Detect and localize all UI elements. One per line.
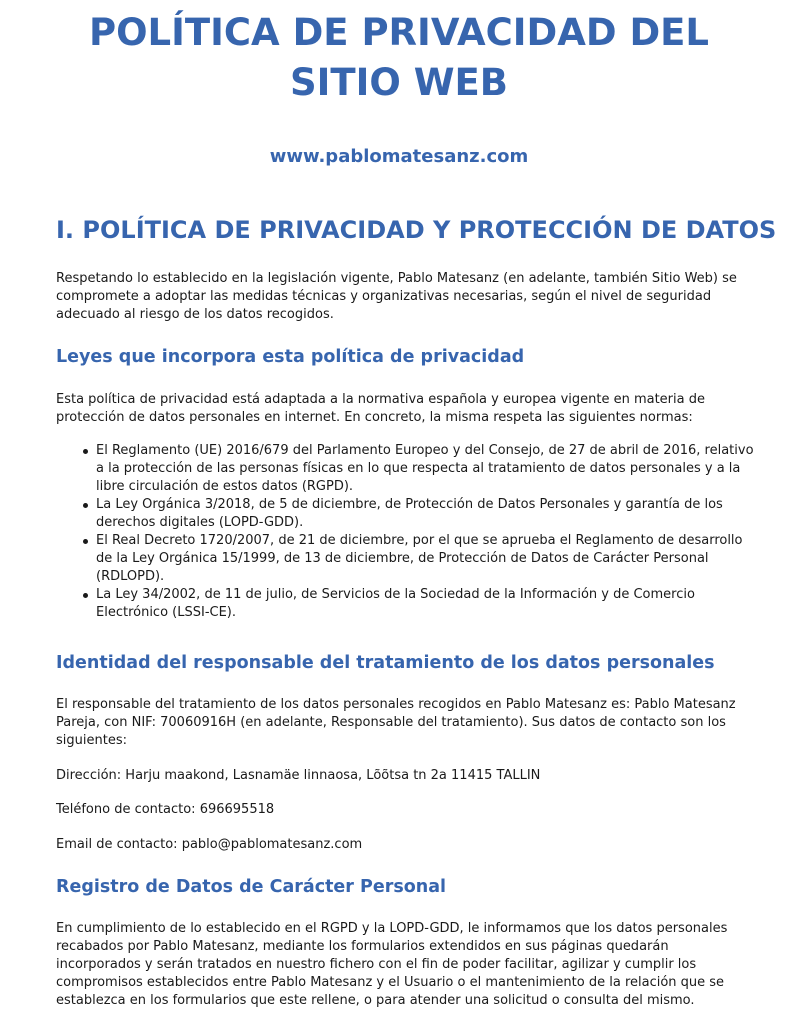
list-item-rdlopd <box>56 532 756 586</box>
list-item-line: libre circulación de estos datos (RGPD). <box>96 479 354 494</box>
list-item-line: derechos digitales (LOPD-GDD). <box>96 515 304 530</box>
document-title-line: SITIO WEB <box>289 61 509 104</box>
paragraph-line: adecuado al riesgo de los datos recogidos. <box>56 307 334 322</box>
section-heading-privacy: I. POLÍTICA DE PRIVACIDAD Y PROTECCIÓN DE DATOS <box>56 216 777 244</box>
list-item-line: a la protección de las personas físicas en lo que respecta al tratamiento de datos personales y a la <box>96 461 741 476</box>
bullet-icon <box>83 539 88 544</box>
document-title-line: POLÍTICA DE PRIVACIDAD DEL <box>88 11 710 54</box>
list-item-lopd-gdd <box>56 496 756 532</box>
controller-phone: Teléfono de contacto: 696695518 <box>56 802 275 817</box>
document-title <box>0 8 798 108</box>
paragraph-line: protección de datos personales en internet. En concreto, la misma respeta las siguientes normas: <box>56 410 693 425</box>
laws-intro-paragraph <box>56 391 746 427</box>
paragraph-line: establezca en los formularios que este rellene, o para atender una solicitud o consulta del mismo. <box>56 993 695 1008</box>
paragraph-line: Esta política de privacidad está adaptada a la normativa española y europea vigente en materia de <box>56 392 705 407</box>
paragraph-line: El responsable del tratamiento de los datos personales recogidos en Pablo Matesanz es: Pablo Matesanz <box>56 697 736 712</box>
controller-email: Email de contacto: pablo@pablomatesanz.com <box>56 837 363 852</box>
paragraph-line: Respetando lo establecido en la legislación vigente, Pablo Matesanz (en adelante, también Sitio Web) se <box>56 271 737 286</box>
list-item-line: (RDLOPD). <box>96 569 165 584</box>
registry-paragraph <box>56 920 746 1010</box>
list-item-line: La Ley 34/2002, de 11 de julio, de Servicios de la Sociedad de la Información y de Comercio <box>96 587 695 602</box>
bullet-icon <box>83 503 88 508</box>
paragraph-line: En cumplimiento de lo establecido en el RGPD y la LOPD-GDD, le informamos que los datos personales <box>56 921 728 936</box>
subheading-registry: Registro de Datos de Carácter Personal <box>56 877 447 897</box>
list-item-lssi-ce <box>56 586 756 622</box>
list-item-rgpd <box>56 442 756 496</box>
bullet-icon <box>83 593 88 598</box>
list-item-line: La Ley Orgánica 3/2018, de 5 de diciembre, de Protección de Datos Personales y garantía de los <box>96 497 723 512</box>
laws-list <box>56 442 756 622</box>
controller-address: Dirección: Harju maakond, Lasnamäe linnaosa, Lõõtsa tn 2a 11415 TALLIN <box>56 768 541 783</box>
paragraph-line: compromisos establecidos entre Pablo Matesanz y el Usuario o el mantenimiento de la relación que se <box>56 975 725 990</box>
list-item-line: Electrónico (LSSI-CE). <box>96 605 237 620</box>
paragraph-line: compromete a adoptar las medidas técnicas y organizativas necesarias, según el nivel de seguridad <box>56 289 712 304</box>
paragraph-line: recabados por Pablo Matesanz, mediante los formularios extendidos en sus páginas quedarán <box>56 939 669 954</box>
subheading-laws: Leyes que incorpora esta política de privacidad <box>56 347 525 367</box>
controller-intro-paragraph <box>56 696 746 750</box>
paragraph-line: siguientes: <box>56 733 127 748</box>
list-item-line: El Real Decreto 1720/2007, de 21 de diciembre, por el que se aprueba el Reglamento de desarrollo <box>96 533 743 548</box>
website-address: www.pablomatesanz.com <box>269 146 529 167</box>
bullet-icon <box>83 449 88 454</box>
subheading-controller: Identidad del responsable del tratamiento de los datos personales <box>56 653 715 673</box>
paragraph-line: Pareja, con NIF: 70060916H (en adelante, Responsable del tratamiento). Sus datos de contacto son los <box>56 715 726 730</box>
list-item-line: El Reglamento (UE) 2016/679 del Parlamento Europeo y del Consejo, de 27 de abril de 2016, relativo <box>96 443 754 458</box>
privacy-intro-paragraph <box>56 270 746 324</box>
list-item-line: de la Ley Orgánica 15/1999, de 13 de diciembre, de Protección de Datos de Carácter Personal <box>96 551 709 566</box>
paragraph-line: incorporados y serán tratados en nuestro fichero con el fin de poder facilitar, agilizar y cumplir los <box>56 957 697 972</box>
